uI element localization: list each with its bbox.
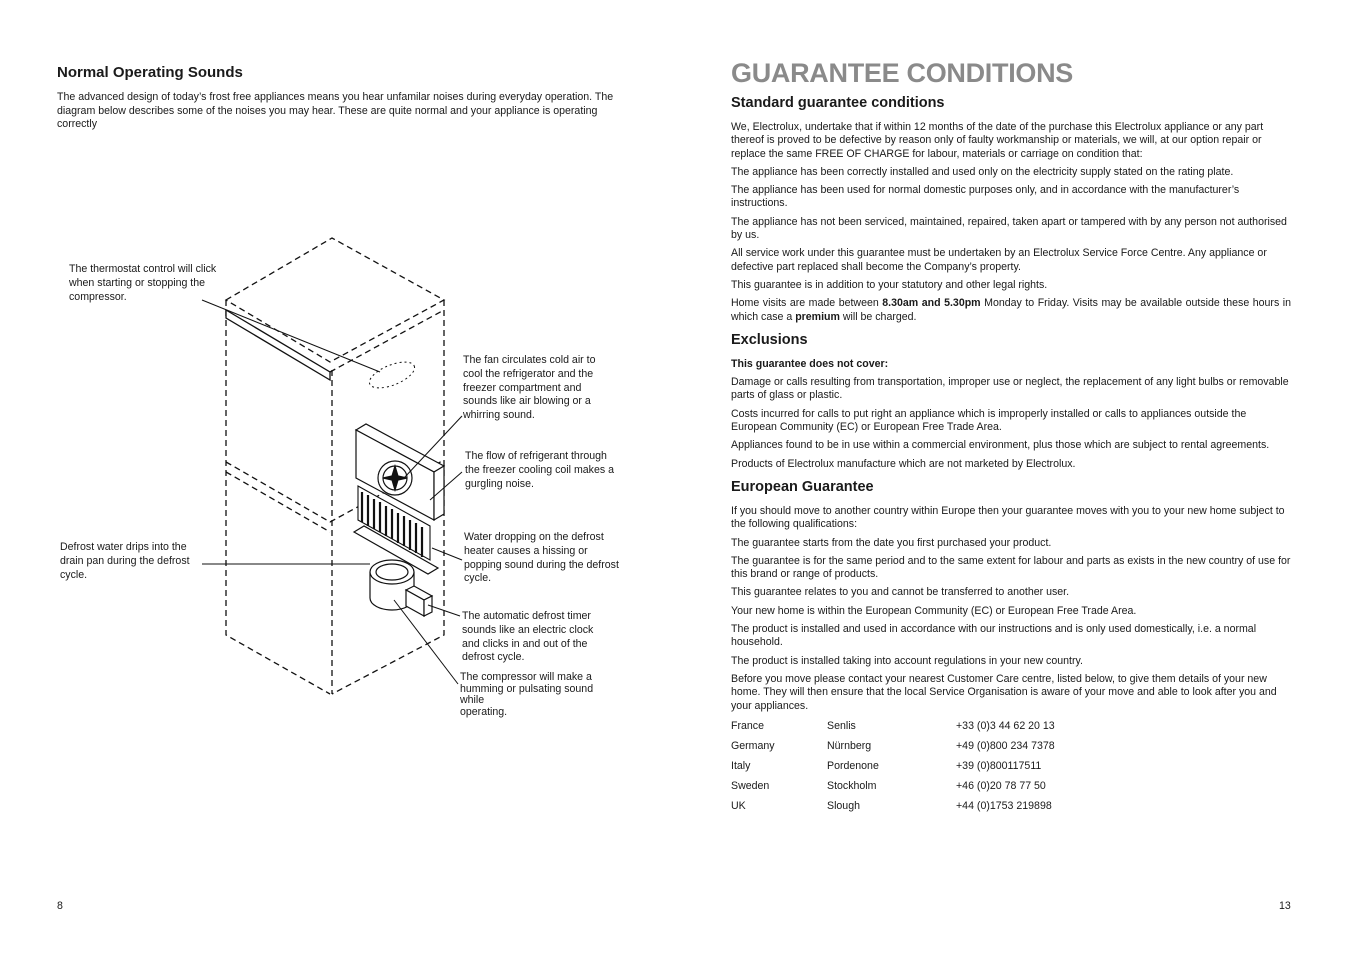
european-p8: Before you move please contact your nearest Customer Care centre, listed below, to give them details of your new home. They will then ensure that the local Service Organisation is aware of your move and able to look after you and your appliances. (731, 672, 1277, 712)
contact-city: Stockholm (827, 779, 877, 792)
contact-city: Senlis (827, 719, 856, 732)
contact-phone: +46 (0)20 78 77 50 (956, 779, 1046, 792)
standard-p6: This guarantee is in addition to your statutory and other legal rights. (731, 278, 1048, 291)
exclusions-lead: This guarantee does not cover: (731, 357, 889, 370)
page-number-left: 8 (57, 900, 63, 912)
european-p4: This guarantee relates to you and cannot be transferred to another user. (731, 586, 1070, 599)
section-heading-sounds: Normal Operating Sounds (57, 64, 243, 81)
european-p6: The product is installed and used in accordance with our instructions and is only used domestically, i.e. a normal household. (731, 623, 1257, 649)
home-visits-premium: premium (795, 310, 840, 323)
contact-country: Sweden (731, 779, 770, 792)
callout-compressor-line2: operating. (460, 705, 508, 718)
callout-drain-pan: Defrost water drips into the drain pan during the defrost cycle. (60, 541, 190, 581)
guarantee-column (731, 58, 1291, 819)
heading-exclusions: Exclusions (731, 331, 808, 348)
defrost-timer (406, 586, 432, 616)
callout-defrost-heater: Water dropping on the defrost heater causes a hissing or popping sound during the defrost cycle. (464, 531, 619, 585)
standard-p5: All service work under this guarantee must be undertaken by an Electrolux Service Force Centre. Any appliance or defective part replaced shall become the Company’s property. (731, 247, 1267, 273)
contact-country: Germany (731, 739, 775, 752)
divider-inner (226, 472, 330, 532)
contact-phone: +49 (0)800 234 7378 (956, 739, 1055, 752)
right-page (675, 0, 1350, 954)
cabinet-left-edge (226, 300, 330, 694)
contact-city: Slough (827, 799, 860, 812)
callout-thermostat: The thermostat control will click when starting or stopping the compressor. (69, 263, 217, 303)
standard-p3: The appliance has been used for normal domestic purposes only, and in accordance with the manufacturer’s instructions. (731, 184, 1240, 210)
contact-phone: +33 (0)3 44 62 20 13 (956, 719, 1055, 732)
european-p2: The guarantee starts from the date you first purchased your product. (731, 536, 1052, 549)
exclusions-p4: Products of Electrolux manufacture which are not marketed by Electrolux. (731, 457, 1076, 470)
exclusions-p3: Appliances found to be in use within a commercial environment, plus those which are subject to rental agreements. (731, 439, 1270, 452)
callout-compressor-line1: The compressor will make a humming or pulsating sound while (460, 671, 594, 706)
table-row (731, 719, 1055, 739)
home-visits-text-a: Home visits are made between (731, 297, 883, 310)
european-p1: If you should move to another country within Europe then your guarantee moves with you to your new home subject to the following qualifications: (731, 504, 1285, 531)
standard-p1: We, Electrolux, undertake that if within 12 months of the date of the purchase this Electrolux appliance or any part thereof is proved to be defective by reason only of faulty workmanship or materials, we will, at our option repair or replace the same FREE OF CHARGE for labour, materials or carriage on condition that: (731, 121, 1264, 160)
table-row (731, 799, 1055, 819)
callout-compressor (460, 672, 612, 718)
exclusions-p2: Costs incurred for calls to put right an appliance which is improperly installed or calls to appliances outside the European Community (EC) or European Free Trade Area. (731, 407, 1247, 434)
contact-country: UK (731, 799, 746, 812)
table-row (731, 759, 1055, 779)
standard-p7 (731, 297, 1291, 324)
contact-phone: +44 (0)1753 219898 (956, 799, 1052, 812)
heading-standard: Standard guarantee conditions (731, 95, 945, 111)
contact-city: Pordenone (827, 759, 879, 772)
contact-phone: +39 (0)800117511 (956, 759, 1042, 772)
cabinet-top (226, 238, 444, 362)
callout-timer: The automatic defrost timer sounds like an electric clock and clicks in and out of the defrost cycle. (462, 610, 594, 664)
european-p5: Your new home is within the European Community (EC) or European Free Trade Area. (731, 604, 1137, 617)
standard-p2: The appliance has been correctly installed and used only on the electricity supply stated on the rating plate. (731, 165, 1234, 178)
callout-refrigerant: The flow of refrigerant through the freezer cooling coil makes a gurgling noise. (465, 450, 614, 490)
contact-country: France (731, 719, 764, 732)
intro-paragraph: The advanced design of today’s frost free appliances means you hear unfamilar noises during everyday operation. The diagram below describes some of the noises you may hear. These are quite normal and your appliance is operating correctly (57, 91, 614, 131)
contact-city: Nürnberg (827, 739, 872, 752)
european-p7: The product is installed taking into account regulations in your new country. (731, 654, 1083, 667)
table-row (731, 779, 1055, 799)
standard-p4: The appliance has not been serviced, maintained, repaired, taken apart or tampered with by any person not authorised by us. (731, 215, 1287, 242)
customer-care-table (731, 719, 1055, 819)
home-visits-text-b: Monday to Friday. Visits may be available outside these hours in which case a (731, 297, 1292, 323)
callout-fan: The fan circulates cold air to cool the refrigerator and the freezer compartment and sounds like air blowing or a whirring sound. (463, 354, 596, 422)
home-visits-hours: 8.30am and 5.30pm (882, 297, 981, 310)
contact-country: Italy (731, 759, 751, 772)
page-number-right: 13 (1279, 900, 1291, 912)
heading-european: European Guarantee (731, 478, 874, 495)
thermostat-outline (366, 357, 418, 394)
page-title: GUARANTEE CONDITIONS (731, 58, 1074, 88)
home-visits-text-c: will be charged. (839, 310, 917, 323)
european-p3: The guarantee is for the same period and to the same extent for labour and parts as exists in the new country of use for this brand or range of products. (731, 554, 1291, 581)
exclusions-p1: Damage or calls resulting from transportation, improper use or neglect, the replacement of any light bulbs or removable parts of glass or plastic. (731, 376, 1289, 402)
table-row (731, 739, 1055, 759)
